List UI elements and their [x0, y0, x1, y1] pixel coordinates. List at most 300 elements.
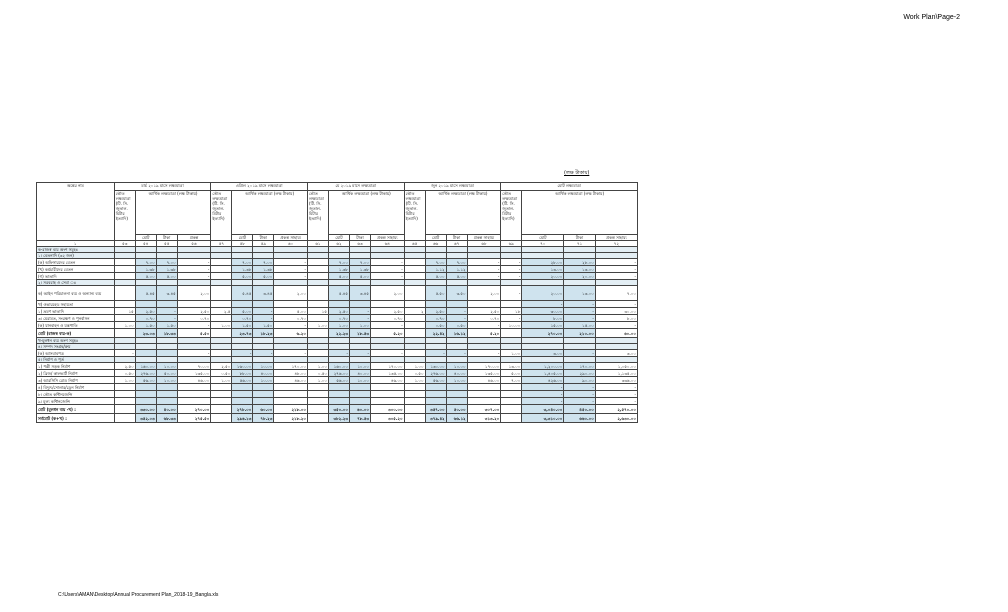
table-cell [177, 391, 211, 398]
row-label: খ) ওভারহেড সহায়তা [37, 301, 115, 308]
row-label: ১) ভ্রমণ ভাতাদি [37, 308, 115, 315]
physical-target-header: ভৌত লক্ষ্যমাত্রা (টি. সি. জুতাল. মিটার ইত্যাদি) [501, 191, 522, 241]
table-cell: ২.০০ [177, 286, 211, 301]
table-row [37, 398, 638, 405]
table-row [37, 266, 638, 273]
table-cell: ০.৫০ [211, 370, 232, 377]
table-cell [274, 398, 308, 405]
row-label: ৮। ভৌত কন্টিনজেন্সি [37, 391, 115, 398]
table-cell: ২.৫০ [114, 363, 135, 370]
table-cell: ১০.০০ [253, 377, 274, 384]
table-cell: ১.১২ [425, 266, 446, 273]
table-row [37, 286, 638, 301]
total-row [37, 405, 638, 414]
table-cell: ১.০০ [307, 363, 328, 370]
table-cell: ১০.০০ [156, 377, 177, 384]
table-cell [274, 391, 308, 398]
table-cell [114, 266, 135, 273]
table-cell [114, 414, 135, 423]
table-cell: - [446, 308, 467, 315]
financial-target-header: আর্থিক লক্ষ্যমাত্রা (লক্ষ টাকায়) [135, 191, 211, 235]
table-cell [114, 273, 135, 280]
table-cell: ৫.০০ [232, 273, 253, 280]
table-cell [425, 398, 446, 405]
table-cell [501, 329, 522, 338]
sub-column-header: প্রকল্প সাহায্য [595, 235, 637, 241]
table-cell: ৩৮২.২৩ [328, 414, 349, 423]
table-row [37, 322, 638, 329]
table-cell: ৬০.০০ [349, 405, 370, 414]
table-row [37, 308, 638, 315]
table-cell [135, 350, 156, 357]
table-cell: - [564, 308, 596, 315]
table-cell: ২২.৪২ [425, 329, 446, 338]
table-cell: ৩৫২.০৩ [135, 414, 156, 423]
table-cell [232, 391, 253, 398]
table-cell: ৭.০০ [328, 259, 349, 266]
table-cell: - [595, 301, 637, 308]
page-header: Work Plan\Page-2 [903, 14, 960, 21]
table-cell: - [467, 350, 501, 357]
table-cell: - [467, 273, 501, 280]
financial-target-header: আর্থিক লক্ষ্যমাত্রা (লক্ষ টাকায়) [522, 191, 638, 235]
table-cell [114, 315, 135, 322]
table-cell: ৫৬.০০ [328, 377, 349, 384]
table-cell: - [370, 322, 404, 329]
col-item-header: অঙ্কের নাম [37, 183, 115, 241]
table-cell: - [467, 266, 501, 273]
table-cell: ১৮.৩৩ [156, 329, 177, 338]
table-cell: ০.৭০ [232, 315, 253, 322]
table-cell [307, 259, 328, 266]
table-cell [501, 391, 522, 398]
table-cell: - [595, 384, 637, 391]
table-cell: ২.৫০ [135, 308, 156, 315]
table-cell: ৪০.০০ [349, 370, 370, 377]
table-cell: ০.৭০ [274, 315, 308, 322]
table-cell: - [177, 266, 211, 273]
table-cell: - [370, 273, 404, 280]
row-label: (গ) ভাতাদি [37, 273, 115, 280]
table-cell: ৩৫০.০০ [328, 405, 349, 414]
table-cell: ৫.০০ [156, 273, 177, 280]
table-cell: ২৩.৭৩ [232, 329, 253, 338]
table-cell: ১.০০ [211, 377, 232, 384]
table-cell: ১.০০ [211, 322, 232, 329]
table-cell: ৫.০০ [446, 273, 467, 280]
table-cell [307, 286, 328, 301]
table-cell [211, 350, 232, 357]
table-cell: ২৭৬.০০ [328, 370, 349, 377]
table-cell: - [595, 391, 637, 398]
column-number: ৫৩ [114, 241, 135, 247]
table-cell: ৪০.০০ [446, 370, 467, 377]
table-cell: - [370, 266, 404, 273]
table-cell [404, 384, 425, 391]
row-label: (ক) অফিসারদের বেতন [37, 259, 115, 266]
table-cell: - [595, 273, 637, 280]
total-row [37, 414, 638, 423]
table-cell: - [446, 350, 467, 357]
column-number: ৬০ [274, 241, 308, 247]
table-cell [135, 398, 156, 405]
table-cell: ২০.০০ [522, 273, 564, 280]
table-cell: ৪৬.০০ [177, 377, 211, 384]
table-cell: ২.৫০ [177, 308, 211, 315]
table-cell: ৭.০০ [232, 259, 253, 266]
physical-target-header: ভৌত লক্ষ্যমাত্রা (টি. সি. জুতাল. মিটার ইত্যাদি) [211, 191, 232, 241]
table-cell [156, 391, 177, 398]
table-cell [211, 273, 232, 280]
table-cell: ০.৭০ [425, 315, 446, 322]
table-cell: ১,০৫০.০০ [595, 363, 637, 370]
table-cell: ৬৬.১২ [446, 414, 467, 423]
table-cell: ২৯৬.১৩ [232, 414, 253, 423]
table-cell: ২০.০০ [564, 273, 596, 280]
row-label: ৫। নির্মাণ ও পূর্ত [37, 357, 115, 363]
sub-column-header: মোট [135, 235, 156, 241]
table-cell: ১.০০ [114, 322, 135, 329]
table-cell: ৫.২০ [467, 329, 501, 338]
table-cell: ২৯০.০০ [564, 370, 596, 377]
table-cell: ১.০০ [307, 377, 328, 384]
table-cell: ২৭৫.৫০ [177, 414, 211, 423]
table-cell: - [522, 391, 564, 398]
table-cell: ১৩৫.০০ [467, 370, 501, 377]
table-cell: ১.৩৮ [156, 266, 177, 273]
month-header: মোট লক্ষ্যমাত্রা [501, 183, 638, 191]
table-row [37, 377, 638, 384]
row-label: খ-মূলধন ব্যয় অংশ সমূহঃ [37, 338, 115, 344]
table-cell: - [370, 350, 404, 357]
table-cell: - [564, 301, 596, 308]
table-cell: ৯০.০০ [564, 377, 596, 384]
column-number: ৬১ [307, 241, 328, 247]
table-cell: ২৭০.০০ [522, 329, 564, 338]
table-cell [114, 398, 135, 405]
table-cell: ০.৫০ [114, 370, 135, 377]
table-cell [404, 398, 425, 405]
table-cell: ১৫ [307, 308, 328, 315]
column-number: ৭২ [595, 241, 637, 247]
table-cell: ১৩৫.০০ [177, 370, 211, 377]
table-cell [425, 384, 446, 391]
table-row [37, 315, 638, 322]
table-cell: ১৩.০০ [564, 266, 596, 273]
column-number: ৭০ [522, 241, 564, 247]
table-cell: ৩০৫.২০ [370, 414, 404, 423]
table-cell: ৩৫৭.০০ [425, 405, 446, 414]
table-cell: ২.৫০ [425, 308, 446, 315]
sub-column-header: প্রকল্প [177, 235, 211, 241]
table-cell: ১৭০.০০ [274, 363, 308, 370]
table-cell [501, 414, 522, 423]
table-cell: - [349, 308, 370, 315]
table-cell: - [177, 322, 211, 329]
table-cell: ১.৩৮ [328, 266, 349, 273]
table-cell [349, 398, 370, 405]
table-cell: ১.৩৮ [349, 266, 370, 273]
table-cell: ১.০০ [349, 322, 370, 329]
table-cell: ১.৩৮ [253, 266, 274, 273]
financial-target-header: আর্থিক লক্ষ্যমাত্রা (লক্ষ টাকায়) [425, 191, 501, 235]
table-cell: ০.৫০ [307, 370, 328, 377]
total-row [37, 329, 638, 338]
table-cell: ১৩.০০ [564, 286, 596, 301]
table-cell: ৫৬.০০ [232, 377, 253, 384]
table-row [37, 350, 638, 357]
sub-column-header: টাকা [156, 235, 177, 241]
table-cell [404, 414, 425, 423]
table-cell: ৪৬.০০ [274, 377, 308, 384]
table-cell: ৫.৪৫ [135, 286, 156, 301]
table-cell: ৫.০০ [425, 273, 446, 280]
table-cell: ২৭৬.০০ [425, 370, 446, 377]
table-cell [211, 405, 232, 414]
table-cell: ৫৬.০০ [135, 377, 156, 384]
table-cell [135, 301, 156, 308]
table-cell: - [501, 286, 522, 301]
table-cell: - [501, 315, 522, 322]
table-cell: - [564, 398, 596, 405]
column-number: ৬৪ [370, 241, 404, 247]
table-cell: ৫.০০ [232, 308, 253, 315]
table-cell: ২৭০.০০ [177, 405, 211, 414]
table-cell: ২১৮.০০ [274, 405, 308, 414]
table-cell: ০.৭০ [370, 315, 404, 322]
table-cell [328, 391, 349, 398]
table-cell: - [564, 315, 596, 322]
table-cell: ১৮ [501, 308, 522, 315]
table-cell [446, 384, 467, 391]
table-cell [404, 273, 425, 280]
table-cell: ৫৬.০০ [425, 377, 446, 384]
table-cell [253, 391, 274, 398]
table-cell [425, 301, 446, 308]
physical-target-header: ভৌত লক্ষ্যমাত্রা (টি. সি. জুতাল. মিটার ইত্যাদি) [404, 191, 425, 241]
table-cell: ২১৮.২০ [274, 414, 308, 423]
table-cell: ৭.০০ [156, 259, 177, 266]
table-cell: ৬.২০ [274, 329, 308, 338]
table-cell: ২.০০ [467, 286, 501, 301]
table-cell [232, 301, 253, 308]
table-cell [232, 384, 253, 391]
table-cell: ২৮.০০ [564, 259, 596, 266]
table-cell [467, 398, 501, 405]
table-cell: ০.৭০ [467, 315, 501, 322]
table-cell [114, 301, 135, 308]
physical-target-header: ভৌত লক্ষ্যমাত্রা (টি. সি. জুতাল. মিটার ইত্যাদি) [307, 191, 328, 241]
table-cell: ৩.০০ [595, 350, 637, 357]
table-cell: ৩.৪৫ [253, 286, 274, 301]
table-cell: ২.৫০ [467, 308, 501, 315]
table-cell: ৪২৬.০০ [522, 377, 564, 384]
table-cell [404, 315, 425, 322]
table-cell: - [467, 322, 501, 329]
table-cell [501, 405, 522, 414]
table-cell: ১.৫০ [135, 322, 156, 329]
table-cell [211, 286, 232, 301]
month-header: জুন ২০১৯ মাসে লক্ষ্যমাত্রা [404, 183, 501, 191]
table-cell [467, 301, 501, 308]
table-cell: ২৩.০৩ [135, 329, 156, 338]
table-cell [177, 398, 211, 405]
table-cell [404, 322, 425, 329]
row-label: ৯। মূল্য কন্টিনজেন্সি [37, 398, 115, 405]
row-label: ১) পল্লী সড়ক নির্মাণ [37, 363, 115, 370]
table-cell: - [446, 315, 467, 322]
table-cell: ২০.০০ [522, 286, 564, 301]
table-cell [446, 301, 467, 308]
table-cell: ২.৫০ [370, 308, 404, 315]
table-cell [370, 391, 404, 398]
row-label: ৩। মেরামত, সংরক্ষণ ও পুনর্বাসন [37, 315, 115, 322]
table-cell [114, 405, 135, 414]
sub-column-header: মোট [328, 235, 349, 241]
table-cell [425, 391, 446, 398]
table-cell: ২.০০ [274, 286, 308, 301]
financial-target-header: আর্থিক লক্ষ্যমাত্রা (লক্ষ টাকায়) [232, 191, 308, 235]
table-cell [349, 391, 370, 398]
table-cell: ৩০.০০ [522, 308, 564, 315]
table-cell: - [595, 259, 637, 266]
table-cell: ০.৫০ [446, 322, 467, 329]
table-cell: ২৭৮.০০ [232, 405, 253, 414]
table-cell: ১০.০০ [446, 377, 467, 384]
table-cell: ৩০.০০ [595, 308, 637, 315]
table-cell: ৭.০০ [253, 259, 274, 266]
table-cell: ৮৮.০০ [232, 370, 253, 377]
table-cell [211, 414, 232, 423]
table-cell: ৩,০৪০.০০ [522, 405, 564, 414]
row-label: ১। বেতনাদি (৩২ জন) [37, 253, 115, 259]
column-number: ৬৯ [501, 241, 522, 247]
physical-target-header: ভৌত লক্ষ্যমাত্রা (টি. সি. জুতাল. মিটার ইত্যাদি) [114, 191, 135, 241]
column-number: ৫৯ [253, 241, 274, 247]
table-cell: ১০.০০ [349, 377, 370, 384]
table-cell: ১৩.০০ [522, 266, 564, 273]
table-cell: ৮.০০ [522, 315, 564, 322]
table-row [37, 370, 638, 377]
table-cell [370, 301, 404, 308]
table-cell: ১.০০ [328, 322, 349, 329]
work-plan-table [36, 182, 638, 423]
sub-column-header: প্রকল্প সাহায্য [467, 235, 501, 241]
table-cell: ১.৩৮ [232, 266, 253, 273]
table-cell [307, 405, 328, 414]
table-cell [114, 329, 135, 338]
table-cell: ৩.০০ [522, 350, 564, 357]
table-cell: - [522, 384, 564, 391]
file-path: C:\Users\AMAN\Desktop\Annual Procurement Plan_2018-19_Bangla.xls [58, 592, 219, 598]
table-cell: ১৩০.০০ [425, 363, 446, 370]
table-cell: ১৬০.০০ [135, 363, 156, 370]
table-cell [404, 286, 425, 301]
table-cell: ৪৮.০০ [274, 370, 308, 377]
table-cell: ৫.০০ [274, 308, 308, 315]
table-cell [274, 301, 308, 308]
row-label: (ক) যানবাহন ও যন্ত্রপাতি [37, 322, 115, 329]
table-cell: - [253, 350, 274, 357]
column-number: ৬৮ [467, 241, 501, 247]
table-cell [211, 391, 232, 398]
table-cell: ৭.০০ [501, 377, 522, 384]
table-cell: ১,৪০৫.০০ [522, 370, 564, 377]
table-cell [114, 391, 135, 398]
table-cell: - [349, 315, 370, 322]
table-cell: ৫০.০০ [446, 405, 467, 414]
table-cell: ১.০০ [404, 363, 425, 370]
table-cell: - [595, 266, 637, 273]
table-cell [177, 301, 211, 308]
row-label: (ক) আসবাবপত্র [37, 350, 115, 357]
table-cell: ১৬.১২ [446, 329, 467, 338]
sub-column-header: টাকা [564, 235, 596, 241]
table-cell: ৫.২০ [370, 329, 404, 338]
table-cell [211, 329, 232, 338]
table-cell [370, 398, 404, 405]
table-cell: ১৭০.০০ [467, 363, 501, 370]
table-row [37, 259, 638, 266]
row-label: মোট (রাজস্ব ব্যয়-ক) [37, 329, 115, 338]
sub-column-header: টাকা [253, 235, 274, 241]
table-row [37, 363, 638, 370]
table-cell: ২,৬৩০.০০ [595, 414, 637, 423]
table-cell: ৩৩০.০০ [135, 405, 156, 414]
table-cell [253, 384, 274, 391]
table-cell [232, 398, 253, 405]
month-header: মার্চ ২০১৯ মাসে লক্ষ্যমাত্রা [114, 183, 211, 191]
table-cell: ১৮.৫৩ [349, 329, 370, 338]
table-cell: ১.০০ [404, 377, 425, 384]
table-cell: ২.৫০ [211, 363, 232, 370]
table-cell: ৫.৪৫ [328, 286, 349, 301]
table-cell: ১.৩৮ [135, 266, 156, 273]
row-label: মোট (মূলধন ব্যয় -খ) : [37, 405, 115, 414]
table-cell: - [156, 315, 177, 322]
table-cell [211, 259, 232, 266]
table-cell: - [177, 259, 211, 266]
table-cell: ৫.০০ [349, 273, 370, 280]
table-cell [307, 384, 328, 391]
table-cell: ১.০০ [501, 350, 522, 357]
table-cell [253, 398, 274, 405]
sub-column-header: মোট [425, 235, 446, 241]
table-cell: - [349, 350, 370, 357]
table-cell: - [274, 266, 308, 273]
table-cell: - [564, 391, 596, 398]
table-cell: - [501, 273, 522, 280]
table-cell [156, 384, 177, 391]
table-cell [211, 384, 232, 391]
table-cell: - [274, 273, 308, 280]
table-cell: ৫.০০ [135, 273, 156, 280]
sub-column-header: মোট [232, 235, 253, 241]
table-cell: ৩৩৬.০০ [595, 377, 637, 384]
table-cell: ১৭০.০০ [564, 363, 596, 370]
month-header: মে ২০১৯ মাসে লক্ষ্যমাত্রা [307, 183, 404, 191]
table-cell [307, 391, 328, 398]
table-cell [349, 384, 370, 391]
table-cell [404, 266, 425, 273]
table-cell: ৪৬.০০ [467, 377, 501, 384]
table-cell: ৪৫০.০০ [564, 405, 596, 414]
table-cell: - [595, 322, 637, 329]
table-cell: - [177, 350, 211, 357]
table-cell: ৩০০.০০ [370, 405, 404, 414]
table-cell: - [467, 259, 501, 266]
table-cell [307, 266, 328, 273]
